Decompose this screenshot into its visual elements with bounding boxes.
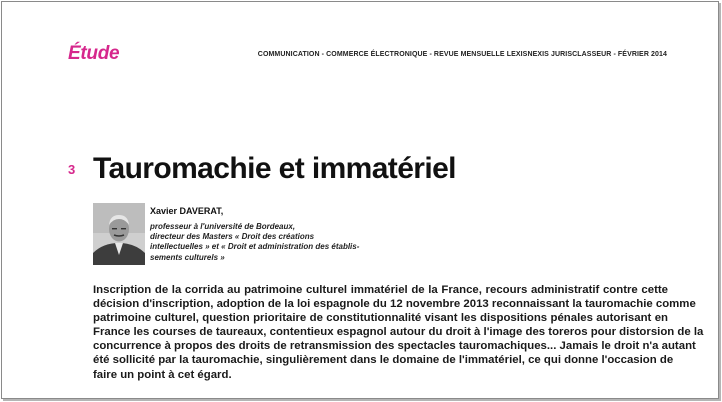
- abstract-line: France les courses de taureaux, contentieux espagnol autour du droit à l'image des toreros pour distorsion de la: [93, 326, 704, 339]
- author-role-line: intellectuelles » et « Droit et administration des établis-: [150, 242, 360, 252]
- author-name: Xavier DAVERAT,: [150, 206, 224, 216]
- abstract-line: faire un point à cet égard.: [93, 368, 232, 381]
- author-portrait-image: [93, 203, 145, 265]
- article-title: Tauromachie et immatériel: [93, 152, 456, 185]
- author-role-line: sements culturels »: [150, 252, 225, 262]
- article-number: 3: [68, 162, 76, 177]
- abstract-line: décision d'inscription, adoption de la loi espagnole du 12 novembre 2013 reconnaissant la tauromachie comme: [93, 298, 696, 311]
- author-photo: [93, 203, 145, 265]
- section-label: Étude: [68, 43, 120, 64]
- abstract-line: Inscription de la corrida au patrimoine culturel immatériel de la France, recours administratif contre cette: [93, 284, 668, 296]
- author-role-line: directeur des Masters « Droit des créations: [150, 232, 315, 242]
- abstract-line: été sollicité par la tauromachie, singulièrement dans le domaine de l'immatériel, ce qui donne l'occasion de: [93, 354, 674, 367]
- abstract-line: patrimoine culturel, question prioritaire de constitutionnalité visant les dispositions pénales autorisant en: [93, 312, 668, 325]
- author-affiliation: [150, 222, 370, 263]
- running-head: COMMUNICATION - COMMERCE ÉLECTRONIQUE - REVUE MENSUELLE LEXISNEXIS JURISCLASSEUR - FÉVRIER 2014: [257, 51, 667, 58]
- abstract-line: concurrence à propos des droits de retransmission des spectacles tauromachiques... Jamais le droit n'a autant: [93, 340, 696, 353]
- author-role-line: professeur à l'université de Bordeaux,: [150, 222, 296, 231]
- abstract: [93, 283, 704, 382]
